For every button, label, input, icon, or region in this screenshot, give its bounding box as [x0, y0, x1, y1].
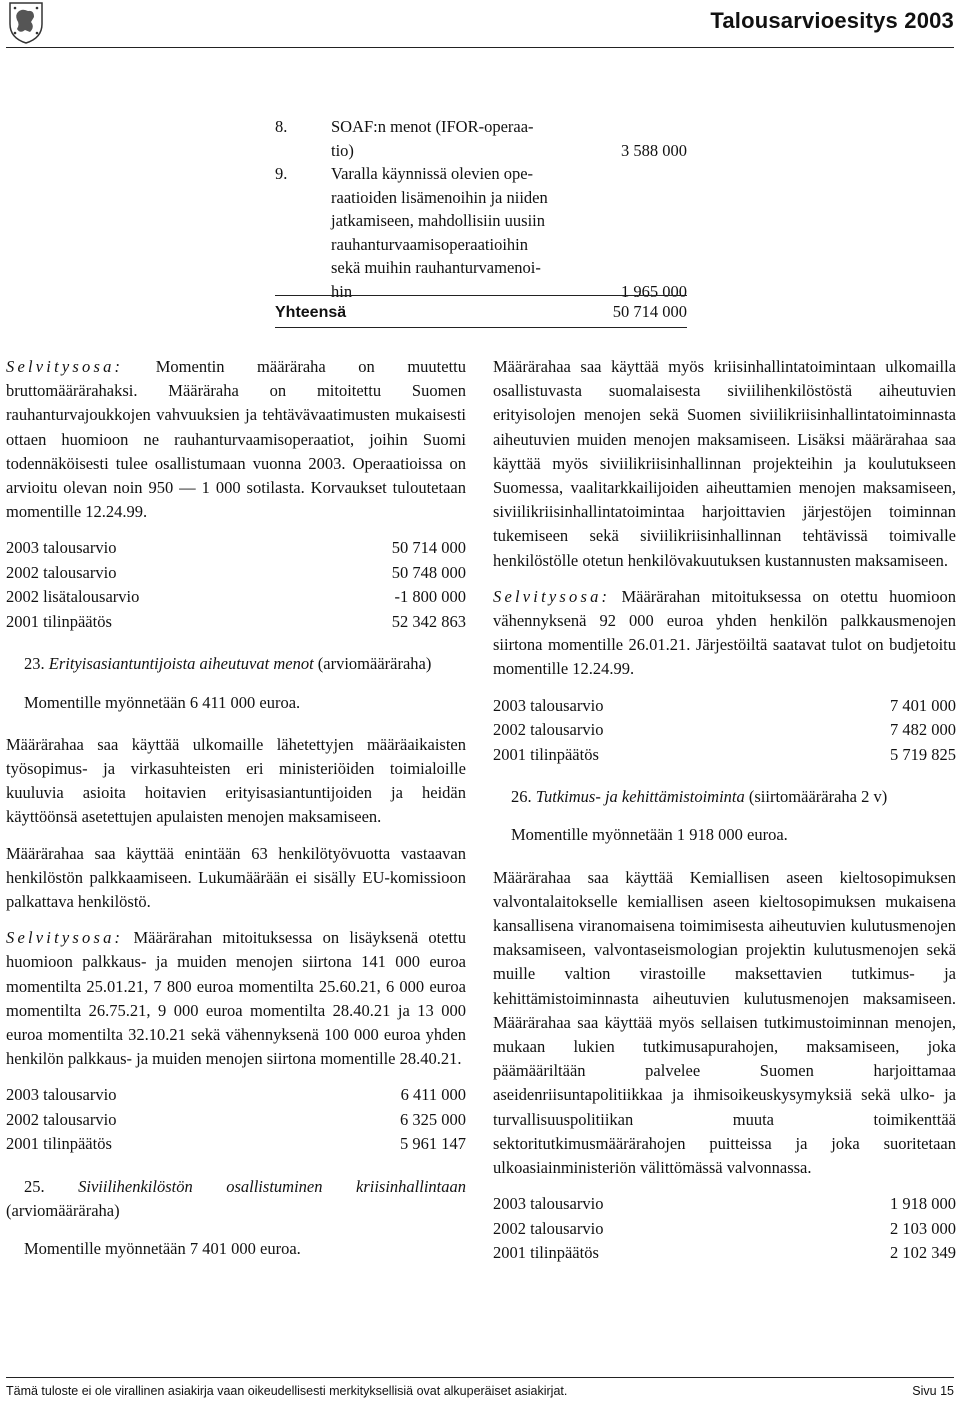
budget-row — [6, 585, 466, 610]
right-column — [493, 355, 956, 1284]
budget-value: 6 325 000 — [400, 1109, 466, 1129]
section-number: 23. — [24, 654, 45, 674]
budget-label: 2003 talousarvio — [6, 538, 117, 558]
item-row — [275, 162, 687, 303]
budget-value: -1 800 000 — [394, 587, 466, 607]
section-number: 26. — [511, 787, 532, 807]
budget-row — [493, 743, 956, 768]
total-value: 50 714 000 — [612, 302, 687, 321]
budget-table — [493, 1192, 956, 1266]
budget-row — [6, 1132, 466, 1157]
section-title: Siviilihenkilöstön osallistuminen kriisinhallintaan — [78, 1176, 466, 1196]
explanation-paragraph — [493, 585, 956, 682]
budget-table — [6, 1083, 466, 1157]
budget-row — [493, 1217, 956, 1242]
budget-value: 5 961 147 — [400, 1134, 466, 1154]
paragraph: Määrärahaa saa käyttää Kemiallisen aseen kieltosopimuksen valvontalaitokselle kemiallisen aseen kieltosopimuksen mukaisena kansallisena viranomaisena toimimisesta aiheutuvien kulutusmenojen maksamiseen, valvontaseismologian projektin kulutusmenojen sekä muille valtion virastoille maksettavien tutkimus- ja kehittämistoiminnasta aiheutuvien kulutusmenojen maksamiseen. Määrärahaa saa käyttää myös sellaisen tutkimustoiminnan menojen, mukaan lukien tutkimusapurahojen, maksamiseen, joka päämääriltään palvelee Suomen harjoittamaa aseidenriisuntapolitiikkaa ja ihmisoikeuskysymyksiä sekä ulko- ja turvallisuuspolitiikan muuta toimikenttää sektoritutkimusmäärärahojen puitteissa ja joka suoritetaan ulkoasiainministeriön välittömässä valvonnassa. — [493, 867, 956, 1177]
item-line: rauhanturvaamisoperaatioihin — [331, 234, 529, 254]
appropriation-items — [275, 115, 687, 303]
explanation-paragraph — [6, 355, 466, 524]
left-column — [6, 355, 466, 1280]
coat-of-arms-icon — [6, 0, 46, 44]
budget-label: 2001 tilinpäätös — [493, 1243, 599, 1263]
budget-label: 2001 tilinpäätös — [493, 744, 599, 764]
section-heading — [24, 652, 466, 676]
total-block — [275, 300, 687, 325]
total-label: Yhteensä — [275, 304, 347, 321]
budget-row — [6, 1108, 466, 1133]
budget-table — [6, 536, 466, 634]
budget-label: 2002 talousarvio — [493, 1218, 604, 1238]
explanation-text: Määrärahan mitoituksessa on lisäyksenä otettu huomioon palkkaus- ja muiden menojen siirtona 141 000 euroa momentilta 25.01.21, 7 800 euroa momentilta 25.60.21, 6 000 euroa momentilta 26.75.21, 9 000 euroa momentilta 28.40.21 ja 13 000 euroa momentilta 32.10.21 sekä vähennyksenä 100 000 euroa yhden henkilön palkkaus- ja muiden menojen siirtona momentille 28.40.21. — [6, 928, 466, 1069]
total-row — [275, 300, 687, 325]
budget-row — [493, 718, 956, 743]
budget-value: 6 411 000 — [400, 1085, 466, 1105]
budget-label: 2003 talousarvio — [6, 1085, 117, 1105]
paragraph: Määrärahaa saa käyttää enintään 63 henkilötyövuotta vastaavan henkilöstön palkkaamiseen. Lukumäärään ei sisälly EU-komissioon palkattava henkilöstö. — [6, 843, 466, 912]
item-line: tio) — [331, 140, 354, 160]
budget-label: 2002 lisätalousarvio — [6, 587, 140, 607]
paragraph: Määrärahaa saa käyttää ulkomaille lähetettyjen määräaikaisten työsopimus- ja virkasuhteisten eri ministeriöiden toimialoille kuuluvia asioita hoitavien erityisasiantuntijoiden ja heidän käyttöönsä asetettujen apulaisten menojen maksamiseen. — [6, 734, 466, 827]
explanation-text: Momentin määräraha on muutettu bruttomäärärahaksi. Määräraha on mitoitettu Suomen rauhanturvajoukkojen vahvuuksien ja tehtävävaatimusten mukaisesti ottaen huomioon ne rauhanturvaamisoperaatiot, joihin Suomi todennäköisesti tulee osallistumaan vuonna 2003. Operaatioissa on arvioitu olevan noin 950 — 1 000 sotilasta. Korvaukset tuloutetaan momentille 12.24.99. — [6, 357, 466, 522]
item-row — [275, 115, 687, 162]
budget-row — [493, 1241, 956, 1266]
budget-value: 50 714 000 — [391, 538, 466, 558]
budget-table — [493, 694, 956, 768]
budget-value: 2 102 349 — [890, 1243, 956, 1263]
budget-value: 7 401 000 — [890, 695, 956, 715]
total-rule-bottom — [275, 327, 687, 328]
section-title: Erityisasiantuntijoista aiheutuvat menot — [48, 654, 314, 674]
budget-row — [6, 610, 466, 635]
budget-value: 2 103 000 — [890, 1218, 956, 1238]
item-line: hin — [331, 281, 353, 301]
budget-value: 1 918 000 — [890, 1194, 956, 1214]
budget-label: 2002 talousarvio — [6, 562, 117, 582]
footer-divider — [6, 1377, 954, 1378]
explanation-text: Määrärahan mitoituksessa on otettu huomioon vähennyksenä 92 000 euroa yhden henkilön palkkausmenojen siirtona momentille 26.01.21. Järjestöiltä saatavat tulot on budjetoitu momentille 12.24.99. — [493, 586, 956, 679]
explanation-label: Selvitysosa: — [6, 357, 124, 376]
item-line: SOAF:n menot (IFOR-operaa- — [331, 117, 534, 136]
appropriation-statement: Momentille myönnetään 7 401 000 euroa. — [24, 1239, 301, 1259]
explanation-label: Selvitysosa: — [6, 928, 124, 948]
budget-row — [6, 1083, 466, 1108]
budget-value: 52 342 863 — [391, 611, 466, 631]
budget-label: 2003 talousarvio — [493, 695, 604, 715]
item-line: raatioiden lisämenoihin ja niiden — [331, 187, 548, 207]
budget-row — [493, 1192, 956, 1217]
paragraph: Määrärahaa saa käyttää myös kriisinhallintatoimintaan ulkomailla osallistuvasta suomalaisesta siviilihenkilöstöstä aiheutuvien erityisolojen menojen sekä Suomen siviilikriisinhallintatoiminnasta aiheutuvien muiden menojen maksamiseen. Lisäksi määrärahaa saa käyttää myös siviilikriisinhallinnan projekteihin ja koulutukseen Suomessa, vaalitarkkailijoiden aiheuttamien menojen maksamiseen, siviilikriisinhallintatoimintaa harjoittavien järjestöjen toiminnan tukemiseen sekä siviilikriisinhallinnan tehtävissä toimivalle henkilöstölle otetun henkilövakuutuksen kustannusten maksamiseen. — [493, 357, 956, 570]
footer-note: Tämä tuloste ei ole virallinen asiakirja vaan oikeudellisesti merkityksellisiä ovat alkuperäiset asiakirjat. — [6, 1384, 568, 1398]
budget-label: 2001 tilinpäätös — [6, 1134, 112, 1154]
document-title: Talousarvioesitys 2003 — [710, 8, 954, 33]
budget-label: 2003 talousarvio — [493, 1194, 604, 1214]
budget-row — [6, 561, 466, 586]
budget-value: 5 719 825 — [890, 744, 956, 764]
budget-row — [6, 536, 466, 561]
budget-row — [493, 694, 956, 719]
item-line: jatkamiseen, mahdollisiin uusiin — [331, 211, 546, 230]
explanation-paragraph — [6, 926, 466, 1071]
section-type: (arviomääräraha) — [6, 1201, 120, 1221]
page-number: Sivu 15 — [912, 1384, 954, 1398]
explanation-label: Selvitysosa: — [493, 586, 611, 606]
budget-label: 2002 talousarvio — [6, 1109, 117, 1129]
budget-label: 2002 talousarvio — [493, 720, 604, 740]
item-number: 9. — [275, 164, 288, 183]
item-amount: 3 588 000 — [621, 140, 687, 160]
section-heading — [6, 1175, 466, 1223]
section-type: (siirtomääräraha 2 v) — [744, 787, 888, 807]
total-rule-top — [275, 295, 687, 296]
section-type: (arviomääräraha) — [313, 654, 432, 674]
budget-value: 50 748 000 — [391, 562, 466, 582]
item-number: 8. — [275, 117, 288, 136]
header-divider — [6, 47, 954, 48]
item-line: Varalla käynnissä olevien ope- — [331, 164, 534, 183]
section-title: Tutkimus- ja kehittämistoiminta — [535, 787, 745, 807]
section-heading — [493, 785, 956, 809]
budget-value: 7 482 000 — [890, 720, 956, 740]
appropriation-statement: Momentille myönnetään 1 918 000 euroa. — [511, 825, 788, 845]
section-number: 25. — [24, 1176, 45, 1196]
item-amount: 1 965 000 — [621, 281, 687, 301]
budget-label: 2001 tilinpäätös — [6, 611, 112, 631]
item-line: sekä muihin rauhanturvamenoi- — [331, 258, 541, 277]
footer — [6, 1384, 954, 1398]
appropriation-statement: Momentille myönnetään 6 411 000 euroa. — [24, 692, 301, 712]
